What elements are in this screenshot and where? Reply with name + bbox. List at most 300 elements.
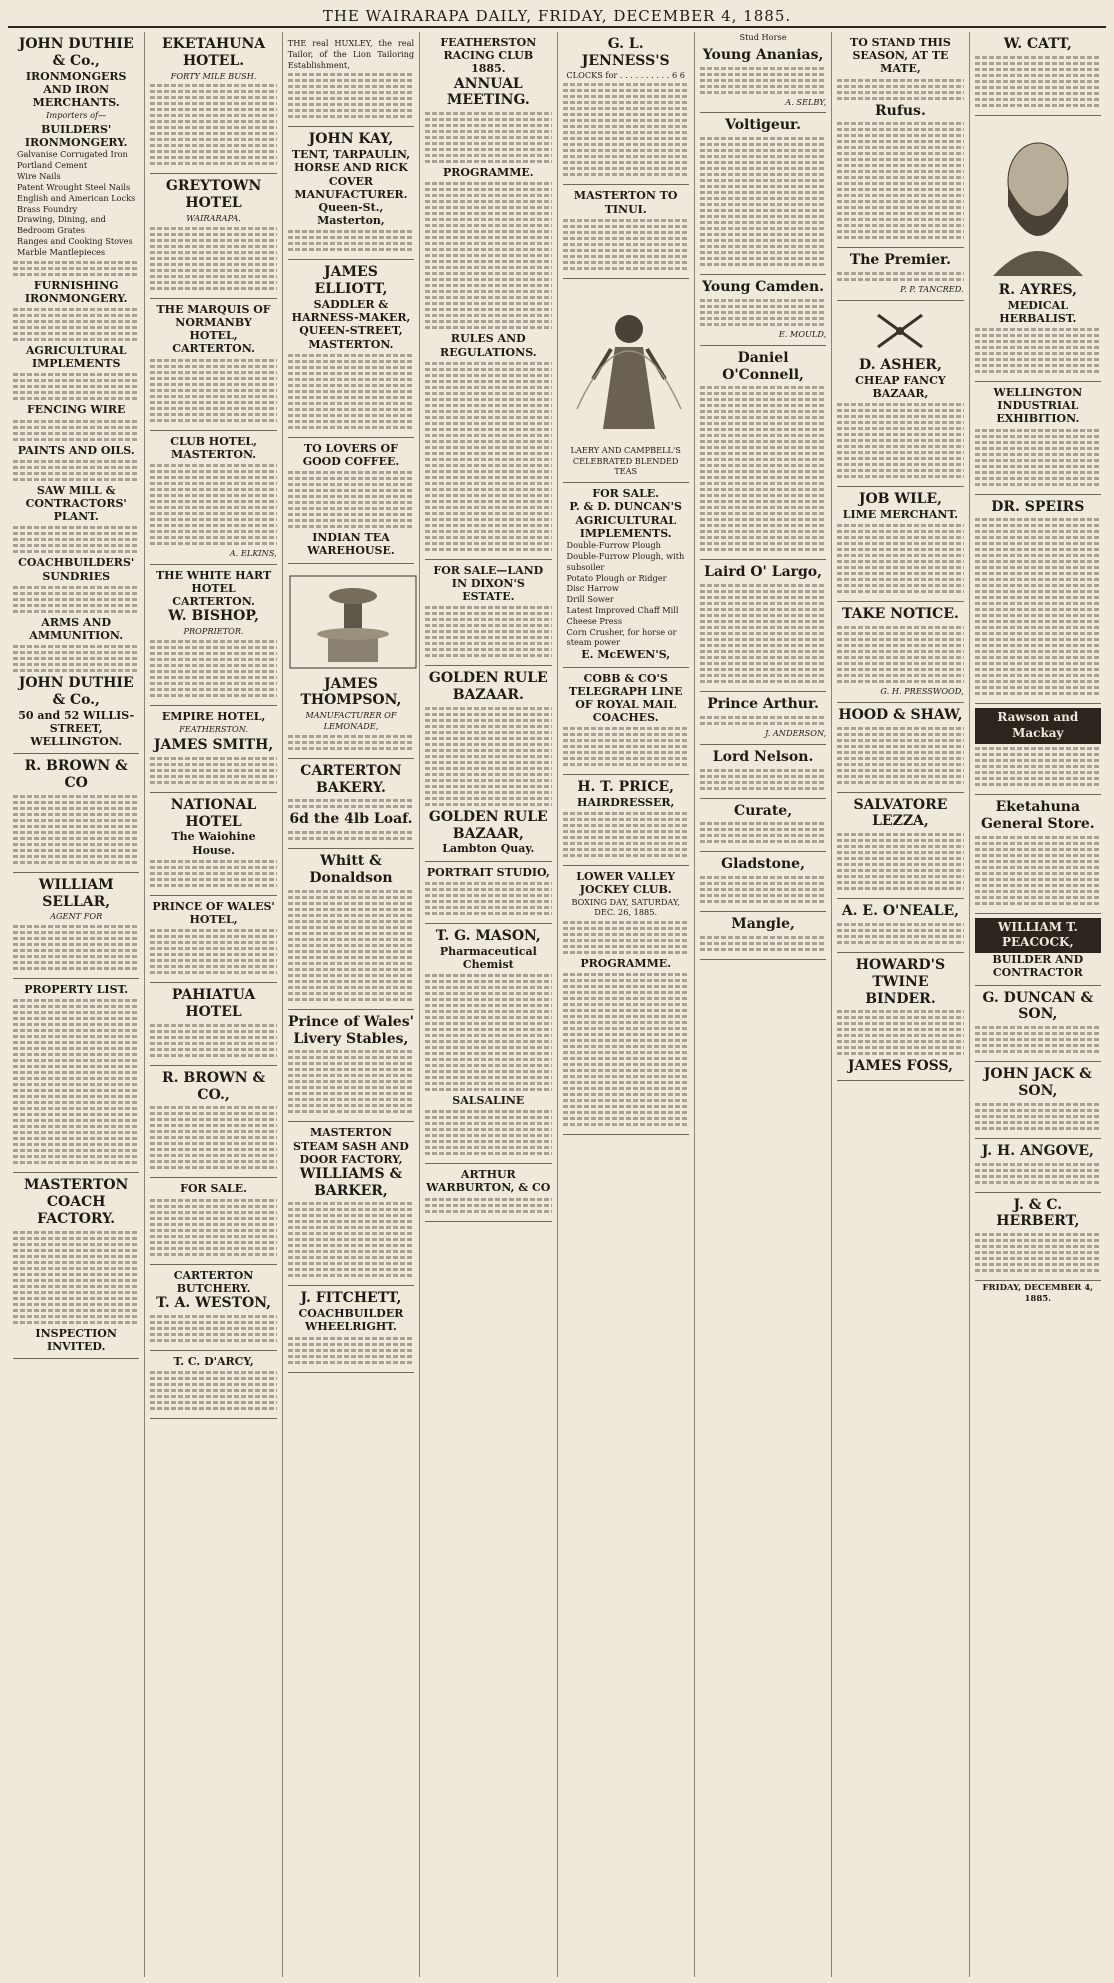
text-lines [425, 112, 551, 163]
text-lines [425, 606, 551, 657]
kay-address: Queen-St., Masterton, [317, 201, 385, 228]
text-lines [700, 584, 826, 683]
text-lines [700, 137, 826, 266]
duthie-city: WELLINGTON. [30, 735, 123, 749]
text-lines [425, 362, 551, 551]
eketahuna-store-ad [975, 795, 1101, 914]
text-lines [13, 308, 139, 341]
rufus-title: Rufus. [875, 102, 926, 119]
text-lines [563, 83, 689, 176]
pahiatua-hotel-ad [150, 983, 276, 1066]
selby-signature: A. SELBY, [785, 96, 827, 107]
empire-hotel-ad [150, 706, 276, 793]
programme-2-title: PROGRAMME. [580, 957, 671, 971]
property-ad [13, 979, 139, 1173]
crossed-bats-illustration [870, 311, 930, 351]
john-jack-name: JOHN JACK & SON, [983, 1066, 1092, 1099]
tea-caption: LAERY AND CAMPBELL'S CELEBRATED BLENDED TEAS [570, 444, 681, 477]
column-8 [970, 32, 1106, 1977]
golden-rule-title: GOLDEN RULE BAZAAR. [428, 670, 548, 704]
column-6 [695, 32, 832, 1977]
sellar-title: WILLIAM SELLAR, [38, 876, 114, 910]
hood-shaw-ad [837, 703, 963, 793]
list-item: Drill Sower [566, 594, 614, 605]
text-lines [288, 890, 414, 1001]
livery-stables-title: Prince of Wales' Livery Stables, [287, 1013, 414, 1047]
speirs-ad [975, 495, 1101, 705]
camden-title: Young Camden. [702, 279, 825, 296]
prince-wales-title: PRINCE OF WALES' HOTEL, [152, 899, 275, 926]
rawson-mackay-banner: Rawson and Mackay [975, 708, 1101, 744]
sash-factory-ad [288, 1122, 414, 1286]
laird-ad [700, 560, 826, 692]
text-lines [700, 876, 826, 903]
text-lines [975, 429, 1101, 486]
text-lines [150, 1106, 276, 1169]
text-lines [150, 757, 276, 784]
text-lines [13, 373, 139, 400]
racing-club-ad [425, 32, 551, 560]
bishop-role: PROPRIETOR. [183, 626, 244, 637]
butchery-ad [150, 1265, 276, 1351]
cobb-title: COBB & CO'S TELEGRAPH LINE OF ROYAL MAIL COACHES. [568, 671, 683, 725]
duthie-importers: Importers of— [46, 110, 107, 121]
text-lines [425, 1110, 551, 1155]
text-lines [975, 1103, 1101, 1130]
text-lines [13, 460, 139, 481]
asher-subtitle: CHEAP FANCY BAZAAR, [855, 373, 946, 400]
dixon-estate-ad [425, 560, 551, 667]
fountain-illustration [288, 574, 418, 670]
section-sawmill: SAW MILL & CONTRACTORS' PLANT. [25, 483, 127, 524]
text-lines [288, 799, 414, 808]
mcewen-name: E. McEWEN'S, [581, 648, 671, 662]
text-lines [13, 420, 139, 441]
telegraph-ad [563, 185, 689, 278]
text-lines [150, 1199, 276, 1256]
national-title: NATIONAL HOTEL [170, 796, 257, 830]
greytown-subtitle: WAIRARAPA. [186, 213, 241, 224]
text-lines [288, 1050, 414, 1113]
darcy-ad [150, 1351, 276, 1419]
club-hotel-ad [150, 431, 276, 565]
section-paints: PAINTS AND OILS. [17, 443, 135, 457]
text-lines [700, 769, 826, 790]
list-item: English and American Locks [17, 192, 136, 203]
greytown-title: GREYTOWN HOTEL [165, 178, 262, 212]
whitt-donaldson-title: Whitt & Donaldson [309, 853, 393, 886]
club-title: CLUB HOTEL, MASTERTON. [170, 434, 257, 461]
twine-binder-ad [837, 953, 963, 1081]
text-lines [700, 822, 826, 843]
list-item: Cheese Press [566, 615, 623, 626]
price-subtitle: HAIRDRESSER, [577, 796, 675, 810]
duthie-footer: JOHN DUTHIE & Co., [18, 675, 134, 708]
for-sale-ad [150, 1178, 276, 1264]
tancred-signature: P. P. TANCRED. [900, 284, 964, 295]
huxley-text: THE real HUXLEY, the real Tailor, of the Lion Tailoring Establishment, [287, 38, 415, 70]
mason-name: T. G. MASON, [435, 927, 541, 944]
text-lines [425, 882, 551, 915]
text-lines [150, 227, 276, 290]
salsaline-title: SALSALINE [452, 1094, 525, 1108]
text-lines [13, 999, 139, 1164]
for-sale-title: FOR SALE. [180, 1182, 247, 1196]
waiohine-title: The Waiohine House. [171, 830, 256, 857]
eketahuna-title: EKETAHUNA HOTEL. [162, 36, 266, 69]
text-lines [288, 735, 414, 750]
text-lines [837, 1010, 963, 1055]
peacock-banner: WILLIAM T. PEACOCK, [975, 918, 1101, 954]
text-lines [563, 812, 689, 857]
text-lines [13, 586, 139, 613]
rawson-mackay-ad [975, 704, 1101, 795]
list-item: Galvanise Corrugated Iron [17, 149, 128, 160]
text-lines [563, 727, 689, 766]
ananias-ad [700, 43, 826, 114]
gladstone-ad [700, 852, 826, 912]
text-lines [150, 1315, 276, 1342]
text-lines [13, 795, 139, 864]
job-wile-subtitle: LIME MERCHANT. [842, 507, 959, 521]
oneale-name: A. E. O'NEALE, [841, 903, 960, 920]
peacock-subtitle: BUILDER AND CONTRACTOR [992, 953, 1084, 980]
bakery-ad [288, 759, 414, 849]
text-lines [288, 230, 414, 251]
column-7 [832, 32, 969, 1977]
text-lines [150, 84, 276, 165]
anderson-signature: J. ANDERSON, [765, 728, 827, 739]
fitchett-subtitle: COACHBUILDER WHEELRIGHT. [298, 1307, 404, 1334]
exhibition-ad [975, 382, 1101, 495]
jenness-title: G. L. JENNESS'S [581, 36, 670, 69]
columns [8, 32, 1106, 1977]
text-lines [288, 1337, 414, 1364]
brown-ad [13, 754, 139, 873]
section-furnishing: FURNISHING IRONMONGERY. [24, 278, 128, 305]
sellar-ad [13, 873, 139, 979]
programme-title: PROGRAMME. [442, 166, 534, 180]
prince-arthur-title: Prince Arthur. [707, 696, 819, 713]
text-lines [700, 299, 826, 326]
list-item: Wire Nails [17, 171, 61, 182]
foss-name: JAMES FOSS, [847, 1058, 953, 1075]
ayres-name: R. AYRES, [998, 281, 1077, 298]
duthie-ad [13, 32, 139, 754]
text-lines [13, 645, 139, 672]
lord-nelson-ad [700, 745, 826, 799]
builders-list [13, 149, 139, 257]
text-lines [425, 707, 551, 806]
list-item: Ranges and Cooking Stoves [17, 235, 133, 246]
text-lines [975, 56, 1101, 107]
mason-ad [425, 924, 551, 1164]
text-lines [150, 1371, 276, 1410]
twine-binder-title: HOWARD'S TWINE BINDER. [855, 956, 946, 1007]
golden-rule-ad [425, 666, 551, 861]
elliott-name: JAMES ELLIOTT, [314, 264, 388, 298]
jockey-club-ad [563, 866, 689, 1135]
price-name: H. T. PRICE, [577, 779, 675, 796]
text-lines [288, 831, 414, 840]
take-notice-ad [837, 602, 963, 703]
asher-name: D. ASHER, [859, 356, 942, 373]
text-lines [150, 359, 276, 422]
john-jack-ad [975, 1062, 1101, 1139]
white-hart-ad [150, 565, 276, 706]
text-lines [425, 974, 551, 1091]
weston-name: T. A. WESTON, [156, 1294, 271, 1311]
lezza-name: SALVATORE LEZZA, [853, 796, 948, 830]
text-lines [700, 386, 826, 551]
coach-factory-ad [13, 1173, 139, 1359]
g-duncan-name: G. DUNCAN & SON, [982, 989, 1094, 1023]
column-1 [8, 32, 145, 1977]
curate-ad [700, 799, 826, 853]
text-lines [288, 73, 414, 118]
normanby-title: THE MARQUIS OF NORMANBY HOTEL, CARTERTON. [156, 302, 271, 356]
dixon-estate-title: FOR SALE—LAND IN DIXON'S ESTATE. [433, 563, 544, 604]
coach-factory-title: MASTERTON COACH FACTORY. [24, 1177, 129, 1228]
mould-signature: E. MOULD, [778, 329, 827, 340]
text-lines [837, 122, 963, 239]
livery-stables-ad [288, 1010, 414, 1123]
elkins-signature: A. ELKINS, [229, 547, 277, 558]
fitchett-ad [288, 1286, 414, 1372]
column-2 [145, 32, 282, 1977]
te-mate-title: TO STAND THIS SEASON, AT TE MATE, [850, 36, 951, 76]
warburton-name: ARTHUR WARBURTON, & CO [426, 1168, 551, 1195]
text-lines [288, 471, 414, 528]
camden-ad [700, 275, 826, 346]
list-item: Patent Wrought Steel Nails [17, 181, 131, 192]
loaf-price: 6d the 4lb Loaf. [289, 811, 413, 828]
rules-title: RULES AND REGULATIONS. [440, 332, 537, 359]
kay-name: JOHN KAY, [308, 131, 394, 148]
voltigeur-title: Voltigeur. [725, 117, 801, 134]
text-lines [837, 923, 963, 944]
presswood-signature: G. H. PRESSWOOD, [880, 685, 964, 696]
smith-name: JAMES SMITH, [153, 737, 274, 753]
empire-subtitle: FEATHERSTON. [179, 724, 248, 735]
brown-title: R. BROWN & CO [24, 758, 128, 792]
mangle-title: Mangle, [731, 916, 795, 933]
fitchett-name: J. FITCHETT, [300, 1290, 402, 1307]
huxley-ad [288, 32, 414, 127]
catt-ad [975, 32, 1101, 116]
text-lines [150, 860, 276, 887]
mangle-ad [700, 912, 826, 960]
laird-title: Laird O' Largo, [704, 564, 823, 581]
duncan-implements-ad [563, 483, 689, 667]
butchery-title: CARTERTON BUTCHERY. [173, 1268, 254, 1295]
text-lines [563, 921, 689, 954]
telegraph-title: MASTERTON TO TINUI. [573, 189, 678, 216]
job-wile-name: JOB WILE, [858, 491, 943, 508]
hood-shaw-name: HOOD & SHAW, [838, 706, 963, 723]
elliott-ad [288, 260, 414, 437]
normanby-hotel-ad [150, 299, 276, 431]
indian-tea-title: INDIAN TEA WAREHOUSE. [307, 531, 395, 558]
list-item: Disc Harrow [566, 583, 619, 594]
text-lines [837, 626, 963, 683]
bakery-title: CARTERTON BAKERY. [300, 762, 402, 796]
text-lines [288, 354, 414, 429]
barker-name: WILLIAMS & BARKER, [299, 1165, 403, 1199]
warburton-ad [425, 1164, 551, 1221]
tea-ad [563, 279, 689, 483]
imprint-date: FRIDAY, DECEMBER 4, 1885. [982, 1283, 1094, 1305]
rufus-ad [837, 32, 963, 248]
text-lines [975, 1163, 1101, 1184]
text-lines [975, 328, 1101, 373]
eketahuna-hotel-ad [150, 32, 276, 174]
empire-title: EMPIRE HOTEL, [161, 709, 266, 723]
text-lines [837, 727, 963, 784]
text-lines [700, 936, 826, 951]
cobb-coaches-ad [563, 668, 689, 776]
list-item: Corn Crusher, for horse or steam power [566, 626, 677, 648]
text-lines [150, 929, 276, 974]
text-lines [837, 524, 963, 593]
curate-title: Curate, [734, 802, 793, 819]
eketahuna-store-title: Eketahuna General Store. [980, 798, 1095, 832]
text-lines [288, 1202, 414, 1277]
property-title: PROPERTY LIST. [24, 983, 129, 997]
section-coachbuilders: COACHBUILDERS' SUNDRIES [18, 556, 135, 583]
coffee-ad [288, 438, 414, 564]
oconnell-title: Daniel O'Connell, [722, 349, 804, 383]
text-lines [563, 219, 689, 270]
whitt-donaldson-ad [288, 849, 414, 1010]
for-sale-heading: FOR SALE. [592, 487, 660, 501]
thompson-name: JAMES THOMPSON, [300, 675, 402, 709]
herbert-ad [975, 1193, 1101, 1282]
bazaar-name: GOLDEN RULE BAZAAR, [428, 808, 548, 842]
prince-wales-hotel-ad [150, 896, 276, 983]
text-lines [837, 403, 963, 478]
inspection-line: INSPECTION INVITED. [35, 1326, 117, 1354]
text-lines [13, 1231, 139, 1324]
text-lines [150, 464, 276, 545]
column-5 [558, 32, 695, 1977]
duthie-address: 50 and 52 WILLIS-STREET, [18, 708, 135, 735]
thompson-subtitle: MANUFACTURER OF LEMONADE, [305, 710, 397, 731]
national-hotel-ad [150, 793, 276, 896]
greytown-hotel-ad [150, 174, 276, 298]
thompson-ad [288, 564, 414, 759]
boxing-day-line: BOXING DAY, SATURDAY, DEC. 26, 1885. [571, 896, 680, 918]
annual-meeting-title: ANNUAL MEETING. [446, 75, 530, 109]
text-lines [837, 833, 963, 890]
ayres-ad [975, 116, 1101, 382]
sash-factory-title: MASTERTON STEAM SASH AND DOOR FACTORY, [293, 1126, 409, 1166]
text-lines [13, 526, 139, 553]
text-lines [975, 518, 1101, 695]
sellar-subtitle: AGENT FOR [50, 911, 103, 922]
brown-co-title: R. BROWN & CO., [162, 1069, 266, 1103]
darcy-name: T. C. D'ARCY, [173, 1354, 254, 1368]
brown-co-ad [150, 1066, 276, 1179]
text-lines [975, 836, 1101, 905]
duthie-subtitle: IRONMONGERS AND IRON MERCHANTS. [25, 69, 127, 109]
text-lines [13, 925, 139, 970]
coffee-title: TO LOVERS OF GOOD COFFEE. [302, 441, 400, 468]
duncan-title: P. & D. DUNCAN'S AGRICULTURAL IMPLEMENTS. [569, 500, 682, 540]
portrait-studio-title: PORTRAIT STUDIO, [426, 865, 550, 879]
gladstone-title: Gladstone, [721, 856, 805, 873]
jockey-club-title: LOWER VALLEY JOCKEY CLUB. [576, 870, 676, 897]
list-item: Potato Plough or Ridger [566, 572, 667, 583]
list-item: Drawing, Dining, and Bedroom Grates [17, 214, 106, 236]
text-lines [975, 747, 1101, 786]
pahiatua-title: PAHIATUA HOTEL [171, 987, 256, 1020]
list-item: Latest Improved Chaff Mill [566, 605, 679, 615]
angove-name: J. H. ANGOVE, [981, 1142, 1094, 1159]
ayres-subtitle: MEDICAL HERBALIST. [999, 298, 1077, 325]
text-lines [425, 182, 551, 329]
job-wile-ad [837, 487, 963, 602]
take-notice-title: TAKE NOTICE. [842, 606, 959, 623]
bazaar-address: Lambton Quay. [442, 842, 535, 856]
peacock-ad [975, 914, 1101, 986]
kay-ad [288, 127, 414, 260]
premier-title: The Premier. [849, 252, 952, 269]
elliott-subtitle: SADDLER & HARNESS-MAKER, QUEEN-STREET, MASTERTON. [291, 298, 411, 351]
oneale-ad [837, 899, 963, 953]
section-builders: BUILDERS' IRONMONGERY. [24, 122, 128, 150]
lezza-ad [837, 793, 963, 900]
racing-club-title: FEATHERSTON RACING CLUB 1885. [440, 36, 537, 76]
white-hart-title: THE WHITE HART HOTEL CARTERTON. [155, 568, 272, 609]
eketahuna-subtitle: FORTY MILE BUSH. [170, 70, 257, 81]
text-lines [700, 716, 826, 725]
text-lines [150, 1024, 276, 1057]
premier-ad [837, 248, 963, 301]
implements-list [563, 540, 689, 648]
g-duncan-ad [975, 986, 1101, 1063]
catt-name: W. CATT, [1003, 36, 1072, 52]
list-item: Double-Furrow Plough [566, 540, 661, 551]
text-lines [150, 640, 276, 697]
text-lines [563, 973, 689, 1126]
section-arms: ARMS AND AMMUNITION. [29, 615, 124, 642]
mason-subtitle: Pharmaceutical Chemist [439, 944, 537, 971]
kay-subtitle: TENT, TARPAULIN, HORSE AND RICK COVER MANUFACTURER. [291, 148, 411, 201]
section-fencing: FENCING WIRE [26, 403, 126, 417]
oconnell-ad [700, 346, 826, 561]
herbert-name: J. & C. HERBERT, [996, 1196, 1080, 1230]
angove-ad [975, 1139, 1101, 1193]
text-lines [700, 67, 826, 94]
price-hairdresser-ad [563, 775, 689, 866]
jenness-ad [563, 32, 689, 185]
masthead: THE WAIRARAPA DAILY, FRIDAY, DECEMBER 4, 1885. [8, 6, 1106, 28]
text-lines [425, 1198, 551, 1213]
list-item: Portland Cement [17, 160, 88, 171]
portrait-studio-ad [425, 862, 551, 924]
portrait-illustration [983, 126, 1093, 276]
text-lines [837, 272, 963, 281]
text-lines [975, 1026, 1101, 1053]
clocks-line: CLOCKS for . . . . . . . . . . 6 6 [566, 69, 685, 80]
list-item: Marble Mantlepieces [17, 246, 106, 257]
tea-figure-illustration [563, 289, 695, 439]
text-lines [13, 261, 139, 276]
lord-nelson-title: Lord Nelson. [712, 748, 814, 765]
ananias-title: Young Ananias, [702, 46, 824, 63]
duthie-title: JOHN DUTHIE & Co., [18, 36, 134, 69]
